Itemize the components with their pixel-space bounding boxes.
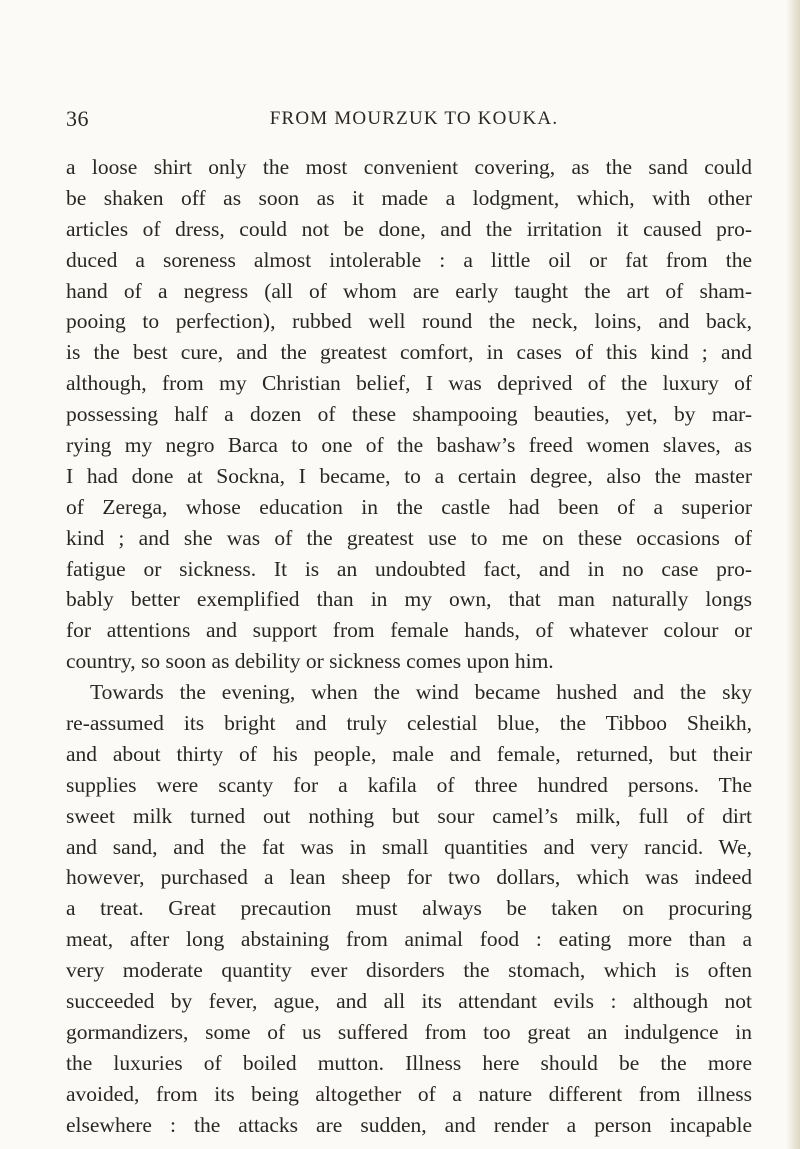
text-line: avoided, from its being altogether of a nature different from illness (66, 1081, 752, 1106)
page-number: 36 (66, 106, 89, 131)
text-line: succeeded by fever, ague, and all its attendant evils : although not (66, 989, 752, 1014)
text-line: duced a soreness almost intolerable : a little oil or fat from the (66, 247, 752, 272)
text-line: a treat. Great precaution must always be taken on procuring (66, 896, 752, 921)
text-line: kind ; and she was of the greatest use to me on these occasions of (66, 525, 752, 550)
text-line: hand of a negress (all of whom are early taught the art of sham- (66, 278, 752, 303)
text-line: for attentions and support from female hands, of whatever colour or (66, 618, 752, 643)
text-line: re-assumed its bright and truly celestial blue, the Tibboo Sheikh, (66, 711, 752, 736)
text-line: bably better exemplified than in my own, that man naturally longs (66, 587, 752, 612)
text-line: is the best cure, and the greatest comfort, in cases of this kind ; and (66, 340, 752, 365)
text-line: fatigue or sickness. It is an undoubted fact, and in no case pro- (66, 556, 752, 581)
text-line: rying my negro Barca to one of the bashaw’s freed women slaves, as (66, 433, 752, 458)
text-line: possessing half a dozen of these shampooing beauties, yet, by mar- (66, 402, 752, 427)
paragraph-start-line: Towards the evening, when the wind became hushed and the sky (90, 680, 752, 705)
body-text (66, 152, 752, 1141)
text-line: and sand, and the fat was in small quantities and very rancid. We, (66, 834, 752, 859)
text-line: very moderate quantity ever disorders the stomach, which is often (66, 958, 752, 983)
text-line: pooing to perfection), rubbed well round the neck, loins, and back, (66, 309, 752, 334)
running-title: FROM MOURZUK TO KOUKA. (269, 108, 559, 129)
text-line: and about thirty of his people, male and female, returned, but their (66, 741, 752, 766)
running-head (66, 103, 746, 135)
paragraph-end-line: country, so soon as debility or sickness comes upon him. (66, 649, 554, 674)
text-line: of Zerega, whose education in the castle had been of a superior (66, 494, 752, 519)
text-line: be shaken off as soon as it made a lodgment, which, with other (66, 185, 752, 210)
text-line: the luxuries of boiled mutton. Illness here should be the more (66, 1050, 752, 1075)
text-line: sweet milk turned out nothing but sour camel’s milk, full of dirt (66, 803, 752, 828)
text-line: a loose shirt only the most convenient covering, as the sand could (66, 155, 752, 179)
text-line: meat, after long abstaining from animal food : eating more than a (66, 927, 752, 952)
text-line: articles of dress, could not be done, and the irritation it caused pro- (66, 216, 752, 241)
text-line: although, from my Christian belief, I was deprived of the luxury of (66, 371, 752, 396)
text-line: gormandizers, some of us suffered from too great an indulgence in (66, 1019, 752, 1044)
page-edge-shadow (786, 0, 800, 1149)
text-line: however, purchased a lean sheep for two dollars, which was indeed (66, 865, 752, 890)
text-line: elsewhere : the attacks are sudden, and render a person incapable (66, 1112, 752, 1137)
text-line: I had done at Sockna, I became, to a certain degree, also the master (66, 463, 752, 488)
text-line: supplies were scanty for a kafila of three hundred persons. The (66, 772, 752, 797)
